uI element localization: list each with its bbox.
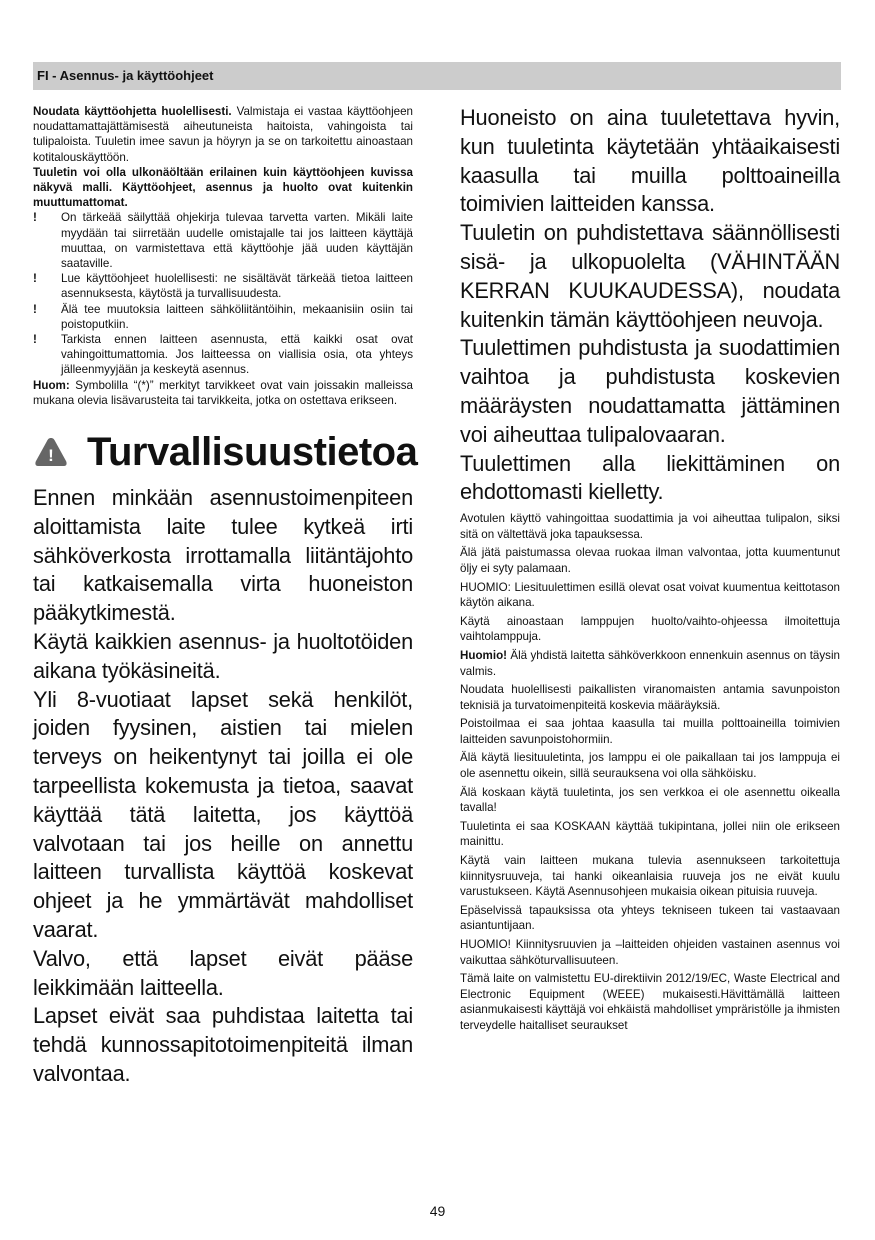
exclamation-icon: !	[33, 272, 37, 286]
big-paragraph: Tuulettimen alla liekittäminen on ehdottomasti kielletty.	[460, 450, 840, 505]
small-paragraph: Avotulen käyttö vahingoittaa suodattimia ja voi aiheuttaa tulipalon, siksi sitä on vältettävä joka tapauksessa.	[460, 512, 840, 541]
small-paragraph: HUOMIO: Liesituulettimen esillä olevat osat voivat kuumentua keittotason käytön aikana.	[460, 580, 840, 610]
big-paragraph: Lapset eivät saa puhdistaa laitetta tai tehdä kunnossapitotoimenpiteitä ilman valvontaa.	[33, 1003, 413, 1086]
exclamation-icon: !	[33, 302, 37, 316]
big-paragraph: Yli 8-vuotiaat lapset sekä henkilöt, joiden fyysinen, aistien tai mielen terveys on heikentynyt tai joilla ei ole tarpeellista kokemusta ja tietoa, saavat käyttää tätä laitetta, jos käyttöä valvotaan tai jos heille on annettu laitteen turvallista käyttöä koskevat ohjeet ja he ymmärtävät mahdolliset vaarat.	[33, 686, 413, 943]
small-paragraph: Älä koskaan käytä tuuletinta, jos sen verkkoa ei ole asennettu oikealla tavalla!	[460, 785, 840, 815]
page-header	[33, 62, 841, 90]
page-number: 49	[429, 1203, 446, 1219]
intro-bold: Noudata käyttöohjetta huolellisesti.	[33, 105, 232, 118]
list-item: ! Älä tee muutoksia laitteen sähköliitäntöihin, mekaanisiin osiin tai poistoputkiin.	[33, 302, 413, 331]
small-paragraph: Tämä laite on valmistettu EU-direktiivin 2012/19/EC, Waste Electrical and Electronic Equipment (WEEE) mukaisesti.Hävittämällä laitteen asianmukaisesti käyttäjä voi ehkäistä mahdolliset ympräristölle ja ihmisten terveydelle haitalliset seuraukset	[460, 972, 840, 1032]
intro-paragraph	[33, 104, 413, 165]
small-paragraph: Älä käytä liesituuletinta, jos lamppu ei ole paikallaan tai jos lamppuja ei ole asennettu oikein, sillä seurauksena voi olla sähköisku.	[460, 751, 840, 781]
left-column	[33, 104, 418, 1089]
big-paragraph: Tuulettimen puhdistusta ja suodattimien vaihtoa ja puhdistusta koskevien määräysten noudattamatta jättäminen voi aiheuttaa tulipalovaaran.	[460, 335, 840, 447]
intro-text: Valmistaja ei vastaa käyttöohjeen noudattamattajättämisestä aiheutuneista haitoista, vahingoista tai tulipaloista. Tuuletin imee savun ja höyryn ja se on tarkoitettu ainoastaan kotitalouskäyttöön.	[33, 105, 413, 164]
small-paragraph: Epäselvissä tapauksissa ota yhteys tekniseen tukeen tai vastaavaan asiantuntijaan.	[460, 903, 840, 933]
safety-heading	[33, 430, 418, 475]
small-paragraph: Tuuletinta ei saa KOSKAAN käyttää tukipintana, jollei niin ole erikseen mainittu.	[460, 819, 840, 849]
exclamation-icon: !	[33, 211, 37, 225]
section-title: Turvallisuustietoa	[87, 430, 418, 475]
list-item: ! Lue käyttöohjeet huolellisesti: ne sisältävät tärkeää tietoa laitteen asennuksesta, käytöstä ja turvallisuudesta.	[33, 272, 413, 301]
note-paragraph: Huom: Symbolilla “(*)” merkityt tarvikkeet ovat vain joissakin malleissa mukana olevia lisävarusteita tai tarvikkeita, jotka on ostettava erikseen.	[33, 378, 413, 407]
exclamation-icon: !	[33, 333, 37, 347]
warning-triangle-icon	[33, 435, 69, 469]
big-paragraph: Ennen minkään asennustoimenpiteen aloittamista laite tulee kytkeä irti sähköverkosta irrottamalla liitäntäjohto tai katkaisemalla virta huoneiston pääkytkimestä.	[33, 485, 413, 626]
warning-paragraph: Huomio! Älä yhdistä laitetta sähköverkkoon ennenkuin asennus on täysin valmis.	[460, 648, 840, 678]
big-paragraph: Huoneisto on aina tuuletettava hyvin, kun tuuletinta käytetään yhtäaikaisesti kaasulla tai muilla polttoaineilla toimivien laitteiden kanssa.	[460, 105, 840, 217]
small-paragraph: Poistoilmaa ei saa johtaa kaasulla tai muilla polttoaineilla toimivien laitteiden savunpoistohormiin.	[460, 717, 840, 746]
big-paragraph: Valvo, että lapset eivät pääse leikkimään laitteella.	[33, 945, 413, 1000]
small-paragraph: Noudata huolellisesti paikallisten viranomaisten antamia savunpoiston teknisiä ja turvatoimenpiteitä koskevia määräyksiä.	[460, 683, 840, 712]
small-paragraph: HUOMIO! Kiinnitysruuvien ja –laitteiden ohjeiden vastainen asennus voi vaikuttaa sähköturvallisuuteen.	[460, 938, 840, 967]
small-paragraph: Käytä ainoastaan lamppujen huolto/vaihto-ohjeessa ilmoitettuja vaihtolamppuja.	[460, 614, 840, 644]
big-paragraph: Käytä kaikkien asennus- ja huoltotöiden aikana työkäsineitä.	[33, 629, 413, 683]
list-item: ! Tarkista ennen laitteen asennusta, että kaikki osat ovat vahingoittumattomia. Jos laitteessa on viallisia osia, ota yhteys jälleenmyyjään ja keskeytä asennus.	[33, 333, 413, 377]
right-column	[460, 104, 840, 1034]
intro-bold-paragraph: Tuuletin voi olla ulkonäöltään erilainen kuin käyttöohjeen kuvissa näkyvä malli. Käyttöohjeet, asennus ja huolto ovat kuitenkin muuttumattomat.	[33, 165, 413, 210]
small-paragraph: Älä jätä paistumassa olevaa ruokaa ilman valvontaa, jotta kuumentunut öljy ei syty palamaan.	[460, 546, 840, 575]
small-paragraph: Käytä vain laitteen mukana tulevia asennukseen tarkoitettuja kiinnitysruuveja, tai hanki oikeanlaisia ruuveja jos ne eivät kuulu varustukseen. Käytä Asennusohjeen mukaisia oikean pituisia ruuveja.	[460, 854, 840, 899]
warning-symbol: !	[48, 446, 54, 466]
header-title: FI - Asennus- ja käyttöohjeet	[37, 68, 214, 83]
big-paragraph: Tuuletin on puhdistettava säännöllisesti sisä- ja ulkopuolelta (VÄHINTÄÄN KERRAN KUUKAUDESSA), noudata kuitenkin tämän käyttöohjeen neuvoja.	[460, 220, 840, 332]
list-item: ! On tärkeää säilyttää ohjekirja tulevaa tarvetta varten. Mikäli laite myydään tai siirretään uudelle omistajalle tai jos laitteen käyttäjä muuttaa, on varmistettava että käyttöohje jää uuden käyttäjän saataville.	[33, 211, 413, 271]
